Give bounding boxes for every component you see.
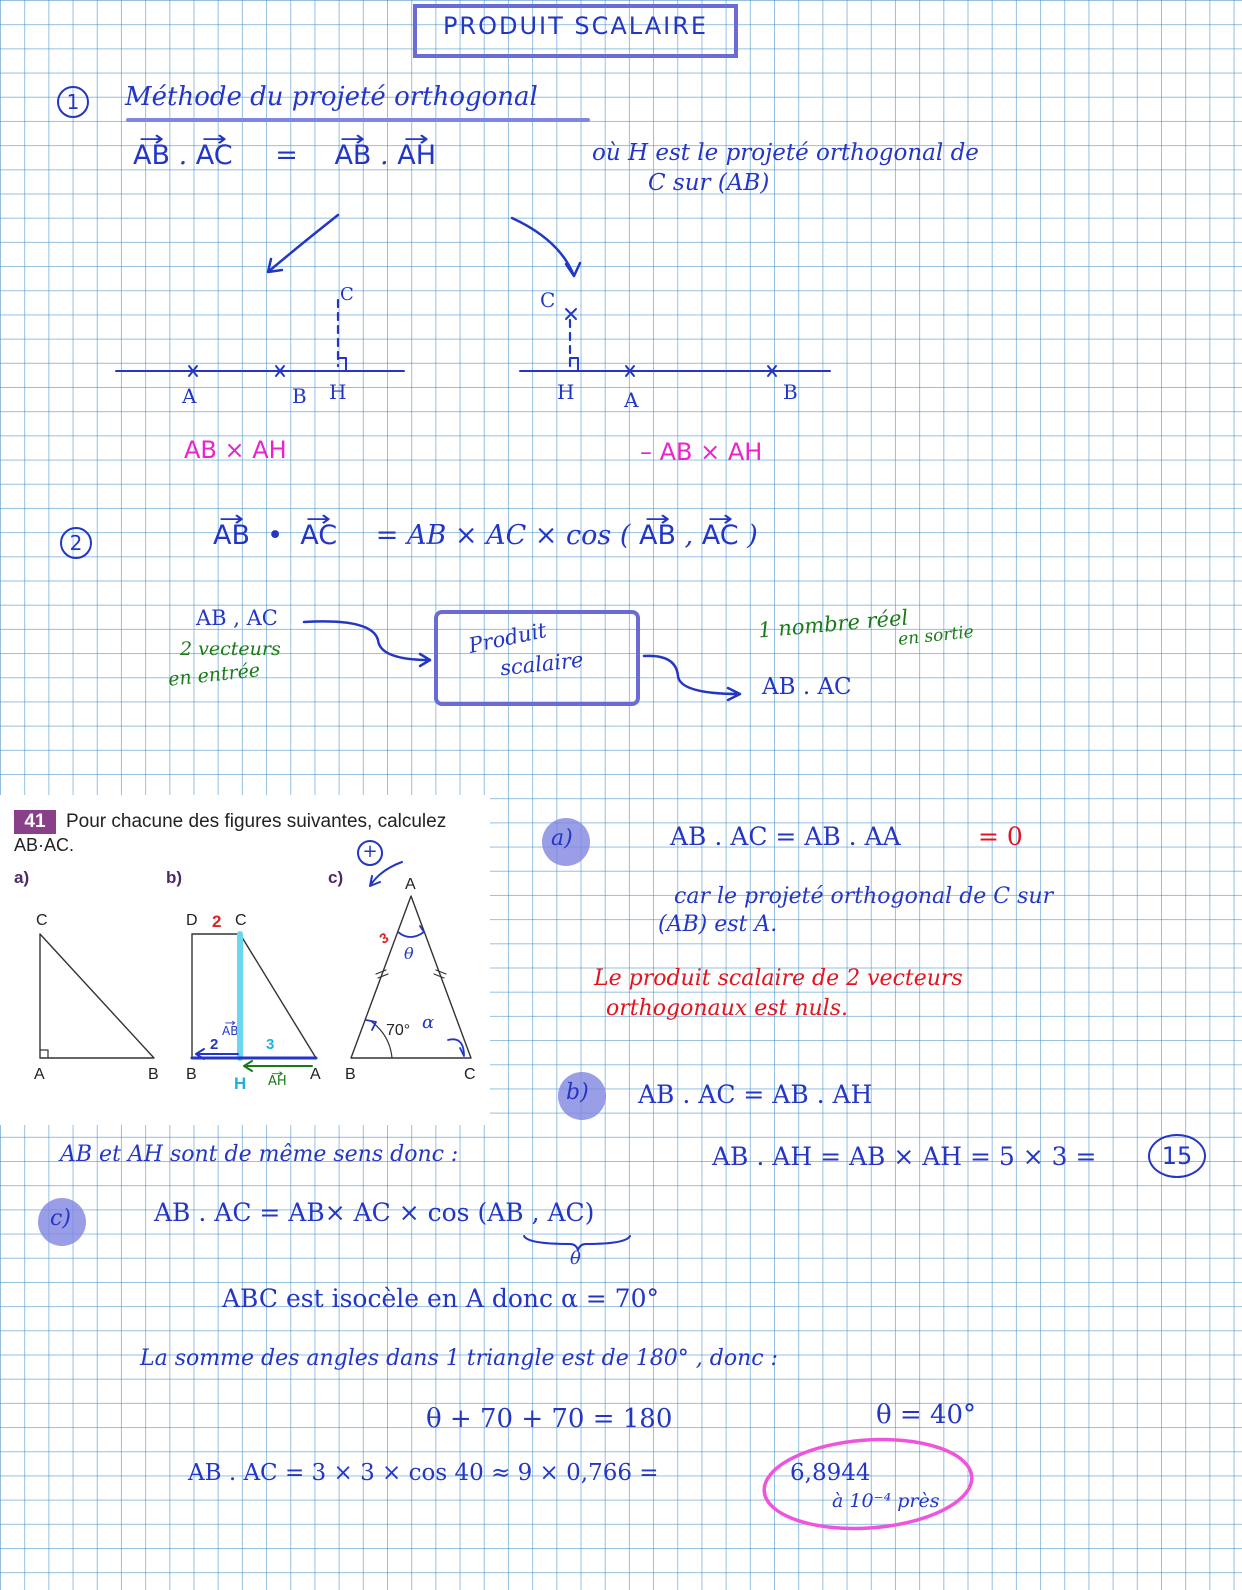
exercise-number: 41 (14, 810, 56, 834)
answer-b-result: 15 (1148, 1134, 1206, 1178)
fig-right-label-a: A (624, 388, 639, 412)
fig-b-right-length: 3 (266, 1036, 275, 1053)
page-title: PRODUIT SCALAIRE (442, 12, 709, 40)
input-vectors: AB , AC (196, 606, 278, 630)
theta-brace (524, 1236, 630, 1250)
vector-ab: → AB (133, 140, 170, 171)
exercise-prompt-vectors: AB·AC. (14, 835, 75, 855)
fig-right-label-c: C (540, 288, 556, 312)
fig-a-label-a: A (34, 1066, 45, 1083)
fig-b-vec-ah-arrow (244, 1061, 312, 1071)
fig-b-label-d: D (186, 912, 198, 929)
section-2-number: 2 (60, 527, 92, 559)
fig-c-theta: θ (404, 944, 414, 963)
answer-b-formula: AB . AC = AB . AH (638, 1080, 873, 1109)
vector-ah: → AH (397, 140, 436, 171)
answer-b-label: b) (566, 1080, 589, 1105)
arrow-right (512, 218, 580, 276)
output-vector: AB . AC (762, 674, 852, 700)
dot-symbol: . (178, 140, 188, 171)
input-note-2: en entrée (167, 659, 262, 691)
fig-right-cross-c (566, 309, 576, 319)
answer-b-reason: AB et AH sont de même sens donc : (60, 1142, 459, 1167)
formula-body: = AB × AC × cos ( (375, 520, 631, 551)
fig-b-label-c: C (235, 912, 247, 929)
fig-b-vector-ab: → AB (222, 1024, 238, 1038)
vector-ac: → AC (196, 140, 233, 171)
answer-c-theta: θ (570, 1248, 581, 1269)
answer-a-result: = 0 (978, 822, 1023, 851)
dot-symbol: . (380, 140, 389, 171)
answer-a-rule-1: Le produit scalaire de 2 vecteurs (594, 966, 963, 991)
fig-c-label-c: C (464, 1066, 476, 1083)
answer-c-formula: AB . AC = AB× AC × cos (AB , AC) (154, 1198, 595, 1227)
vector-ab: → AB (639, 520, 676, 551)
input-note-1: 2 vecteurs (180, 638, 281, 660)
fig-c-angle-b-arc (372, 1022, 392, 1058)
answer-c-precision: à 10⁻⁴ près (832, 1490, 940, 1512)
fig-left-right-angle (338, 358, 346, 371)
answer-c-line4: AB . AC = 3 × 3 × cos 40 ≈ 9 × 0,766 = (188, 1460, 659, 1486)
answer-a-reason-2: (AB) est A. (658, 912, 778, 937)
figure-label-b: b) (166, 868, 183, 887)
answer-c-line3: θ + 70 + 70 = 180 (426, 1404, 673, 1434)
result-right: – AB × AH (640, 438, 763, 466)
fig-left-label-h: H (329, 380, 347, 404)
answer-b-calc: AB . AH = AB × AH = 5 × 3 = (712, 1142, 1097, 1171)
fig-c-triangle (351, 896, 471, 1058)
vector-ab: → AB (334, 140, 371, 171)
answer-c-result: 6,8944 (790, 1460, 871, 1486)
output-note-1: 1 nombre réel (757, 605, 910, 643)
fig-c-plus-arrow (370, 862, 402, 886)
answer-a-label: a) (551, 826, 573, 851)
vector-ac: → AC (300, 520, 337, 551)
flow-arrow-in (304, 621, 430, 666)
section-1-note-line2: C sur (AB) (648, 170, 770, 196)
section-1-number: 1 (57, 86, 89, 118)
box-line2: scalaire (498, 647, 585, 681)
paren-close: ) (747, 520, 758, 551)
vector-ac: → AC (702, 520, 739, 551)
fig-a-right-angle (40, 1050, 48, 1058)
final-result-oval (761, 1433, 975, 1535)
fig-a-triangle (40, 934, 154, 1058)
fig-b-label-h: H (234, 1074, 247, 1093)
answer-a-rule-2: orthogonaux est nuls. (606, 996, 848, 1021)
fig-c-angle-b-arrow (366, 1020, 376, 1030)
fig-b-left-length: 2 (210, 1036, 219, 1053)
equals-symbol: = (275, 140, 298, 171)
figure-label-a: a) (14, 868, 30, 887)
fig-right-right-angle (570, 358, 578, 371)
fig-c-alpha: α (422, 1012, 435, 1033)
dot-symbol: • (258, 520, 292, 551)
fig-b-label-b: B (186, 1066, 197, 1083)
answer-a-formula: AB . AC = AB . AA (670, 822, 901, 851)
fig-b-vector-ah: → AH (268, 1074, 287, 1089)
box-line1: Produit (466, 618, 549, 658)
fig-c-angle: 70° (386, 1022, 411, 1039)
answer-c-line3b: θ = 40° (876, 1400, 977, 1430)
result-left: AB × AH (184, 436, 287, 464)
section-1-heading: Méthode du projeté orthogonal (125, 82, 538, 112)
arrow-left (268, 215, 338, 272)
flow-arrow-out (644, 656, 740, 700)
answer-c-label: c) (50, 1206, 71, 1231)
fig-left-label-c: C (340, 284, 354, 305)
fig-b-trapezoid (192, 934, 316, 1058)
fig-c-label-b: B (345, 1066, 356, 1083)
fig-c-plus-marker: + (357, 840, 383, 866)
fig-left-label-a: A (182, 384, 197, 408)
section-1-note-line1: où H est le projeté orthogonal de (592, 140, 979, 166)
fig-c-alpha-arc (448, 1039, 464, 1056)
fig-a-label-b: B (148, 1066, 159, 1083)
fig-left-label-b: B (292, 384, 307, 408)
figure-label-c: c) (328, 868, 344, 887)
answer-a-reason-1: car le projeté orthogonal de C sur (674, 884, 1054, 909)
fig-a-label-c: C (36, 912, 48, 929)
vector-ab: → AB (213, 520, 250, 551)
fig-right-label-b: B (783, 380, 798, 404)
answer-c-line1: ABC est isocèle en A donc α = 70° (222, 1284, 659, 1313)
exercise-prompt: Pour chacune des figures suivantes, calculez (66, 811, 447, 832)
fig-b-top-length: 2 (212, 912, 222, 931)
fig-c-label-a: A (405, 876, 416, 893)
fig-right-label-h: H (557, 380, 575, 404)
fig-c-theta-arc (398, 926, 424, 937)
comma-symbol: , (684, 520, 702, 551)
answer-c-line2: La somme des angles dans 1 triangle est de 180° , donc : (140, 1346, 778, 1371)
fig-b-label-a: A (310, 1066, 321, 1083)
output-note-2: en sortie (897, 622, 975, 650)
fig-c-side-length: 3 (376, 929, 392, 947)
